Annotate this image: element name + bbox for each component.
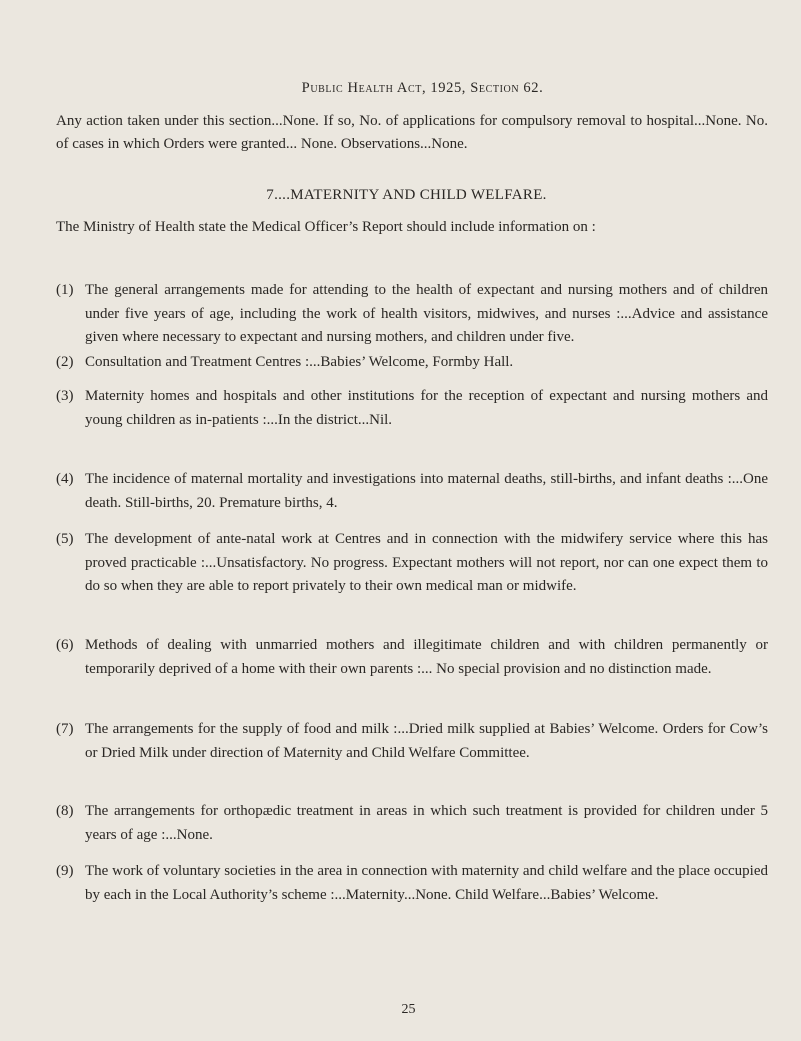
item-text: The incidence of maternal mortality and investigations into maternal deaths, still-births, and infant deaths :...One death. Still-births, 20. Premature births, 4. (85, 471, 768, 511)
page-number: 25 (401, 1002, 416, 1017)
item-text: Methods of dealing with unmarried mothers and illegitimate children and with children permanently or temporarily deprived of a home with their own parents :... No special provision and no distinction made. (85, 637, 768, 677)
list-item-6 (56, 634, 768, 681)
list-item-5 (56, 528, 768, 599)
section-title: 7....MATERNITY AND CHILD WELFARE. (266, 187, 547, 203)
item-number: (3) (56, 388, 74, 404)
item-number: (5) (56, 531, 74, 547)
list-item-3 (56, 385, 768, 432)
section-statement: The Ministry of Health state the Medical Officer’s Report should include information on : (56, 219, 596, 235)
list-item-1 (56, 279, 768, 350)
item-text: The work of voluntary societies in the area in connection with maternity and child welfare and the place occupied by each in the Local Authority’s scheme :...Maternity...None. Child Welfare...Babies’ Welcome. (85, 863, 768, 903)
item-text: Maternity homes and hospitals and other institutions for the reception of expectant and nursing mothers and young children as in-patients :...In the district...Nil. (85, 388, 768, 428)
item-number: (7) (56, 721, 74, 737)
list-item-7 (56, 718, 768, 765)
item-number: (1) (56, 282, 74, 298)
item-text: The arrangements for the supply of food and milk :...Dried milk supplied at Babies’ Welcome. Orders for Cow’s or Dried Milk under direction of Maternity and Child Welfare Committee. (85, 721, 768, 761)
item-number: (2) (56, 354, 74, 370)
item-number: (6) (56, 637, 74, 653)
item-text: Consultation and Treatment Centres :...Babies’ Welcome, Formby Hall. (85, 354, 514, 370)
item-number: (9) (56, 863, 74, 879)
list-item-8 (56, 800, 768, 847)
list-item-2 (56, 351, 768, 375)
item-text: The development of ante-natal work at Centres and in connection with the midwifery service where this has proved practicable :...Unsatisfactory. No progress. Expectant mothers will not report, nor can one expect them to do so when they are able to report privately to their own medical man or midwife. (85, 531, 768, 595)
item-text: The arrangements for orthopædic treatment in areas in which such treatment is provided for children under 5 years of age :...None. (85, 803, 768, 843)
item-number: (8) (56, 803, 74, 819)
item-number: (4) (56, 471, 74, 487)
item-text: The general arrangements made for attending to the health of expectant and nursing mothers and of children under five years of age, including the work of health visitors, midwives, and nurses :...Advice and assistance given where necessary to expectant and nursing mothers, and children under five. (85, 282, 768, 346)
running-header: Public Health Act, 1925, Section 62. (301, 80, 544, 96)
list-item-9 (56, 860, 768, 907)
list-item-4 (56, 468, 768, 515)
intro-paragraph: Any action taken under this section...None. If so, No. of applications for compulsory removal to hospital...None. No. of cases in which Orders were granted... None. Observations...None. (56, 113, 768, 152)
